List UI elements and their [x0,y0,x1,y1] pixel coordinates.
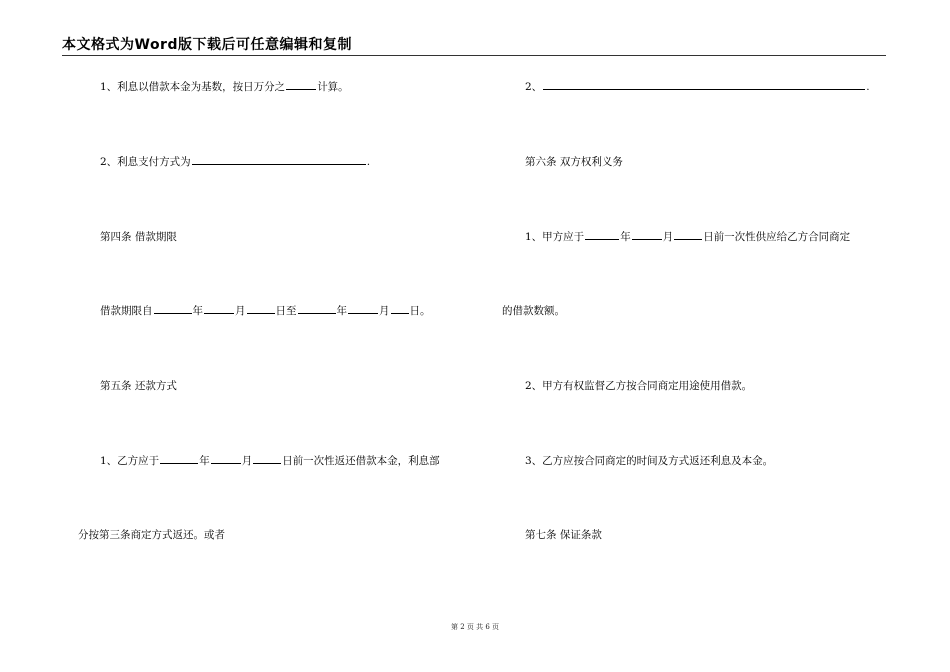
interest-rate-line [100,80,349,94]
interest-payment-line [100,155,370,169]
supply-month-label: 月 [662,231,674,243]
end-day-label: 日。 [409,305,431,317]
repay-day-blank [253,454,281,464]
interest-payment-text: 2、利息支付方式为 [100,156,191,168]
obligation-2-line: 2、甲方有权监督乙方按合同商定用途使用借款。 [525,380,753,392]
header-divider [62,55,886,56]
end-year-blank [298,304,336,314]
interest-payment-blank [192,155,366,165]
section-5-heading: 第五条 还款方式 [100,380,177,392]
supply-year-blank [585,230,619,240]
supply-year-label: 年 [620,231,631,243]
end-month-blank [348,304,378,314]
end-year-label: 年 [336,305,347,317]
section-7-heading: 第七条 保证条款 [525,529,602,541]
section-6-heading: 第六条 双方权利义务 [525,156,623,168]
loan-period-line [100,304,431,318]
supply-month-blank [632,230,662,240]
start-month-blank [204,304,234,314]
obligation-1-line [525,230,850,244]
right-item-2-suffix: . [866,81,870,93]
page-number-footer: 第 2 页 共 6 页 [450,623,500,631]
interest-rate-blank [286,80,316,90]
obligation-1-text-cont: 日前一次性供应给乙方合同商定 [703,231,851,243]
loan-period-text: 借款期限自 [100,305,153,317]
repay-month-blank [211,454,241,464]
right-item-2-text: 2、 [525,81,543,93]
document-header-title: 本文格式为Word版下载后可任意编辑和复制 [62,37,352,53]
interest-rate-suffix: 计算。 [317,81,349,93]
interest-rate-text: 1、利息以借款本金为基数，按日万分之 [100,81,286,93]
start-year-blank [154,304,192,314]
start-day-blank [247,304,275,314]
supply-day-blank [674,230,702,240]
obligation-1-text: 1、甲方应于 [525,231,585,243]
end-month-label: 月 [379,305,390,317]
repay-year-label: 年 [199,455,210,467]
repayment-text-cont: 日前一次性返还借款本金，利息部 [282,455,440,467]
interest-payment-suffix: . [366,156,371,168]
start-month-label: 月 [235,305,246,317]
obligation-3-line: 3、乙方应按合同商定的时间及方式返还利息及本金。 [525,455,774,467]
repayment-line-1 [100,454,440,468]
right-item-2-blank [543,80,865,90]
end-day-blank [391,304,409,314]
right-item-2-line [525,80,870,94]
repayment-text: 1、乙方应于 [100,455,160,467]
repayment-line-2: 分按第三条商定方式返还。或者 [78,529,225,541]
start-year-label: 年 [192,305,203,317]
section-4-heading: 第四条 借款期限 [100,231,177,243]
repay-year-blank [160,454,198,464]
obligation-1-line-2: 的借款数额。 [502,305,565,317]
repay-month-label: 月 [241,455,253,467]
start-day-label: 日至 [275,305,297,317]
